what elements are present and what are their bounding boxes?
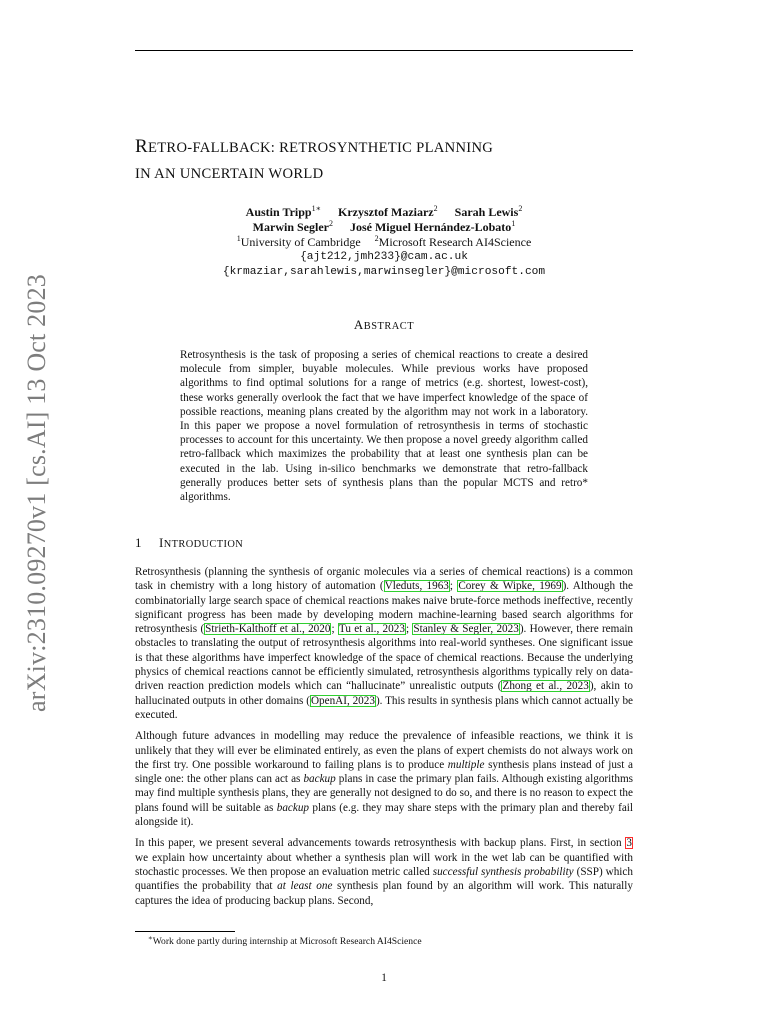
email-2: {krmaziar,sarahlewis,marwinsegler}@microsoft.com [222, 266, 546, 278]
author-name: Sarah Lewis [454, 205, 519, 219]
email-1: {ajt212,jmh233}@cam.ac.uk [300, 251, 468, 263]
citation-link[interactable]: OpenAI, 2023 [310, 694, 375, 707]
body-text [135, 565, 633, 915]
section-heading: 1 INTRODUCTION [135, 535, 244, 550]
citation-link[interactable]: Tu et al., 2023 [338, 623, 405, 636]
author-line-1: Austin Tripp$^{1∗}$ Krzysztof Maziarz$^2$ Sarah Lewis$^2$ [245, 204, 523, 219]
arxiv-stamp[interactable]: arXiv:2310.09270v1 [cs.AI] 13 Oct 2023 [22, 274, 51, 712]
citation-link[interactable]: Strieth-Kalthoff et al., 2020 [205, 623, 331, 636]
affiliation-line: $^1$University of Cambridge $^2$Microsoft Research AI4Science [236, 234, 532, 249]
author-name: Austin Tripp [245, 205, 312, 219]
affiliation-1: University of Cambridge [240, 235, 361, 249]
author-name: Marwin Segler [252, 220, 329, 234]
paragraph-3: In this paper, we present several advancements towards retrosynthesis with backup plans. First, in section 3 we explain how uncertainty about whether a synthesis plan will work in the wet lab can be quantified with stochastic processes. We then propose an evaluation metric called successful synthesis probability (SSP) which quantifies the probability that at least one synthesis plan found by an algorithm will work. This naturally captures the idea of producing backup plans. Second, [135, 837, 633, 907]
paragraph-2: Although future advances in modelling may reduce the prevalence of infeasible reactions, we think it is unlikely that they will ever be eliminated entirely, as even the plans of expert chemists do not always work on the first try. One possible workaround to failing plans is to produce multiple synthesis plans instead of just a single one: the other plans can act as backup plans in case the primary plan fails. Although existing algorithms may find multiple synthesis plans, they are generally not designed to do so, and there is no reason to expect the plans found will be suitable as backup plans (e.g. they may share steps with the primary plan and thereby fail alongside it). [135, 730, 634, 829]
author-name: José Miguel Hernández-Lobato [349, 220, 512, 234]
author-line-2: Marwin Segler$^2$ José Miguel Hernández-Lobato$^1$ [252, 219, 516, 234]
citation-link[interactable]: Stanley & Segler, 2023 [413, 623, 519, 636]
citation-link[interactable]: Zhong et al., 2023 [502, 680, 589, 693]
citation-link[interactable]: Vleduts, 1963 [384, 580, 449, 593]
page-number: 1 [381, 972, 387, 984]
section-ref-link[interactable]: 3 [626, 837, 632, 850]
abstract-text: Retrosynthesis is the task of proposing a series of chemical reactions to create a desired molecule from simpler, buyable molecules. While previous works have proposed algorithms to find optimal solutions for a range of metrics (e.g. shortest, lowest-cost), these works generally overlook the fact that we have imperfect knowledge of the space of possible reactions, meaning plans created by the algorithm may not work in a laboratory. In this paper we propose a novel formulation of retrosynthesis in terms of stochastic processes to account for this uncertainty. We then propose a novel greedy algorithm called retro-fallback which maximizes the probability that at least one synthesis plan can be executed in the lab. Using in-silico benchmarks we demonstrate that retro-fallback generally produces better sets of synthesis plans than the popular MCTS and retro* algorithms. [180, 349, 588, 504]
footnote-rule [135, 931, 235, 932]
footnote: ∗Work done partly during internship at Microsoft Research AI4Science [148, 934, 422, 948]
affiliation-2: Microsoft Research AI4Science [378, 235, 532, 249]
author-name: Krzysztof Maziarz [338, 205, 434, 219]
abstract-heading: ABSTRACT [353, 317, 415, 332]
title-line-1: RETRO-FALLBACK: RETROSYNTHETIC PLANNING [135, 136, 494, 157]
header-rule [135, 50, 633, 51]
paragraph-1: Retrosynthesis (planning the synthesis of organic molecules via a series of chemical reactions) is a common task in chemistry with a long history of automation (Vleduts, 1963; Corey & Wipke, 1969). Although the combinatorially large search space of chemical reactions makes naive brute-force methods ineffective, recently significant progress has been made by developing modern machine-learning based search algorithms for retrosynthesis (Strieth-Kalthoff et al., 2020; Tu et al., 2023; Stanley & Segler, 2023). However, there remain obstacles to translating the output of retrosynthesis algorithms into real-world syntheses. One significant issue is that these algorithms have imperfect knowledge of the space of chemical reactions. Because the underlying physics of chemical reactions cannot be efficiently simulated, retrosynthesis algorithms typically rely on data-driven reaction prediction models which can “hallucinate” unrealistic outputs (Zhong et al., 2023), akin to hallucinated outputs in other domains (OpenAI, 2023). This results in synthesis plans which cannot actually be executed. [135, 566, 634, 721]
citation-link[interactable]: Corey & Wipke, 1969 [458, 580, 562, 593]
title-line-2: IN AN UNCERTAIN WORLD [135, 166, 324, 182]
author-block [135, 205, 633, 280]
paper-title [135, 134, 635, 187]
